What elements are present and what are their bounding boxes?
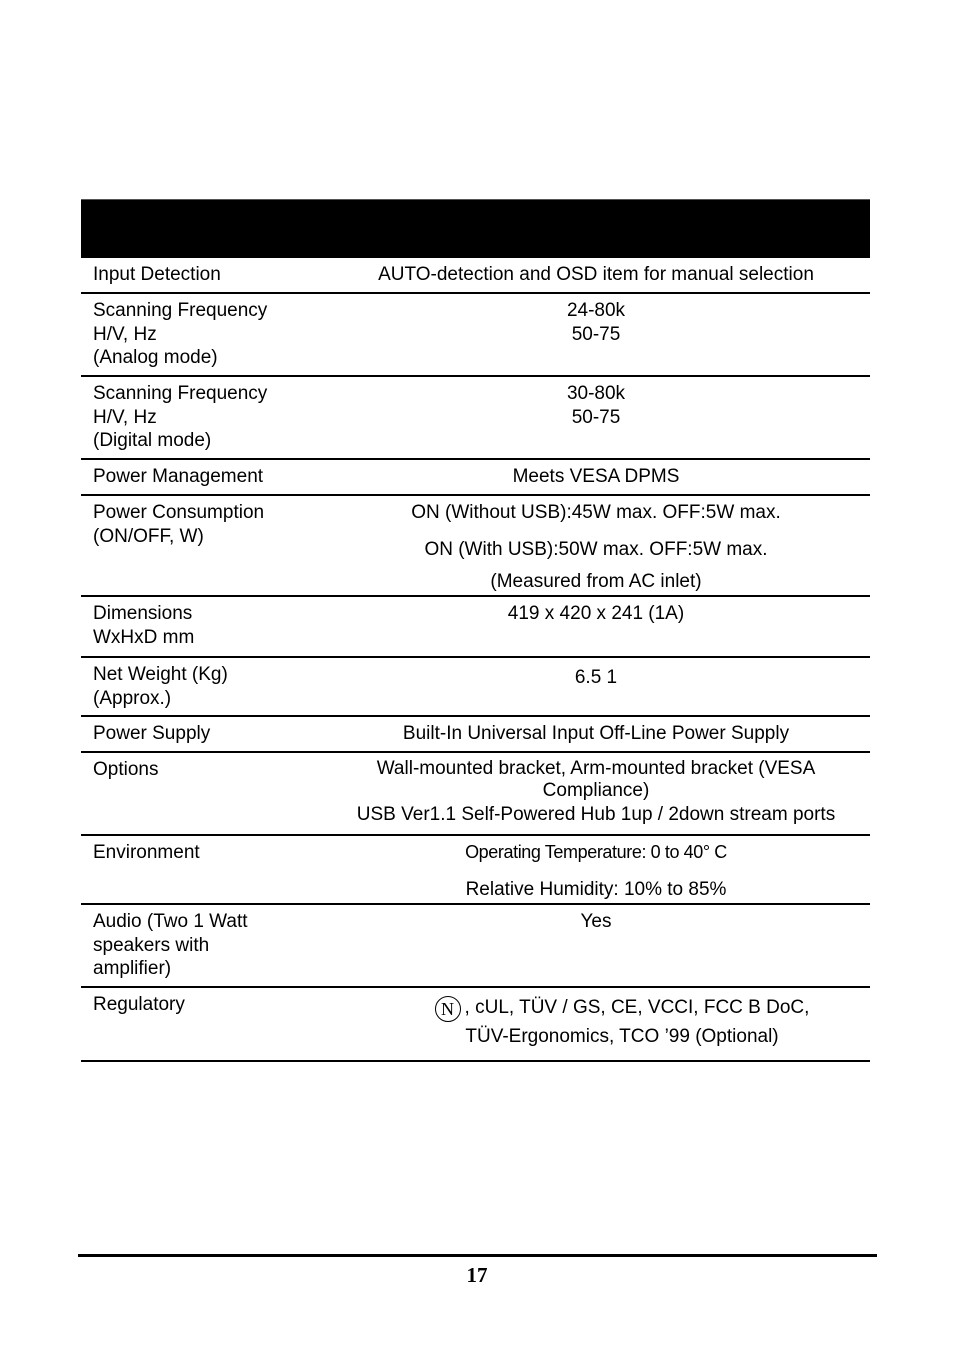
value-line: ON (Without USB):45W max. OFF:5W max. [411, 502, 781, 523]
spec-row-regulatory [81, 988, 870, 1062]
spec-label [81, 501, 322, 595]
label-line: H/V, Hz [93, 323, 157, 345]
spec-label [81, 465, 322, 494]
label-line: amplifier) [93, 958, 172, 979]
spec-row-scanning-frequency-digital [81, 377, 870, 460]
spec-value [322, 910, 870, 986]
spec-label [81, 993, 322, 1060]
spec-row-input-detection [81, 258, 870, 294]
label-line: Audio (Two 1 Watt [93, 911, 248, 932]
value-line: Operating Temperature: 0 to 40° C [465, 842, 727, 862]
value-line: Meets VESA DPMS [512, 466, 680, 487]
value-line: (Measured from AC inlet) [490, 571, 702, 592]
page-number: 17 [466, 1263, 488, 1287]
label-line: H/V, Hz [93, 406, 157, 428]
spec-row-net-weight [81, 658, 870, 717]
spec-label [81, 263, 322, 292]
spec-label [81, 382, 322, 458]
spec-value [322, 841, 870, 903]
spec-label [81, 910, 322, 986]
spec-label [81, 602, 322, 656]
value-line: 6.5 1 [574, 667, 618, 688]
spec-value [322, 663, 870, 715]
label-line: Power Consumption [93, 502, 265, 523]
value-line: TÜV-Ergonomics, TCO ’99 (Optional) [465, 1026, 779, 1047]
label-line: (Digital mode) [93, 430, 212, 451]
label-line: Net Weight (Kg) [93, 664, 228, 685]
label-line: Scanning Frequency [93, 300, 268, 321]
label-line: Power Supply [93, 723, 211, 744]
spec-label [81, 663, 322, 715]
value-line: Yes [580, 911, 612, 932]
label-line: (Approx.) [93, 687, 172, 709]
label-line: Power Management [93, 466, 264, 487]
spec-row-scanning-frequency-analog [81, 294, 870, 377]
value-line: Relative Humidity: 10% to 85% [465, 878, 727, 900]
value-line: Wall-mounted bracket, Arm-mounted bracket (VESA [376, 758, 816, 779]
label-line: Options [93, 759, 159, 780]
spec-label [81, 841, 322, 903]
ul-certification-mark-icon: N [435, 996, 461, 1022]
spec-row-dimensions [81, 597, 870, 658]
footer-rule [78, 1254, 877, 1257]
value-line: USB Ver1.1 Self-Powered Hub 1up / 2down stream ports [356, 804, 836, 825]
label-line: Regulatory [93, 994, 185, 1015]
label-line: (ON/OFF, W) [93, 525, 204, 547]
specifications-table [81, 199, 870, 1062]
spec-row-audio [81, 905, 870, 988]
value-line: 419 x 420 x 241 (1A) [507, 603, 685, 624]
spec-value [322, 758, 870, 834]
spec-row-power-consumption [81, 496, 870, 597]
spec-row-environment [81, 836, 870, 905]
label-line: speakers with [93, 934, 210, 956]
spec-label [81, 758, 322, 834]
value-line: AUTO-detection and OSD item for manual selection [378, 264, 814, 285]
label-line: Dimensions [93, 603, 193, 624]
spec-label [81, 722, 322, 751]
spec-value [322, 299, 870, 375]
value-line: 50-75 [571, 323, 621, 345]
label-line: WxHxD mm [93, 626, 195, 648]
table-header-bar [81, 199, 870, 258]
value-line: 30-80k [566, 383, 626, 404]
label-line: Input Detection [93, 264, 221, 285]
spec-row-power-management [81, 460, 870, 496]
label-line: Scanning Frequency [93, 383, 268, 404]
spec-value [322, 263, 870, 292]
value-line: 24-80k [566, 300, 626, 321]
spec-value [322, 602, 870, 656]
value-line: 50-75 [571, 406, 621, 428]
spec-row-options [81, 753, 870, 836]
value-line: Compliance) [542, 780, 650, 801]
value-line: Built-In Universal Input Off-Line Power Supply [402, 723, 790, 744]
spec-value [322, 465, 870, 494]
spec-value [322, 722, 870, 751]
value-line [374, 993, 870, 1023]
spec-label [81, 299, 322, 375]
spec-value [322, 501, 870, 595]
value-line: ON (With USB):50W max. OFF:5W max. [424, 538, 768, 560]
label-line: (Analog mode) [93, 347, 218, 368]
spec-row-power-supply [81, 717, 870, 753]
spec-value [322, 993, 870, 1060]
spec-value [322, 382, 870, 458]
regulatory-text: , cUL, TÜV / GS, CE, VCCI, FCC B DoC, [464, 997, 810, 1018]
label-line: Environment [93, 842, 200, 863]
